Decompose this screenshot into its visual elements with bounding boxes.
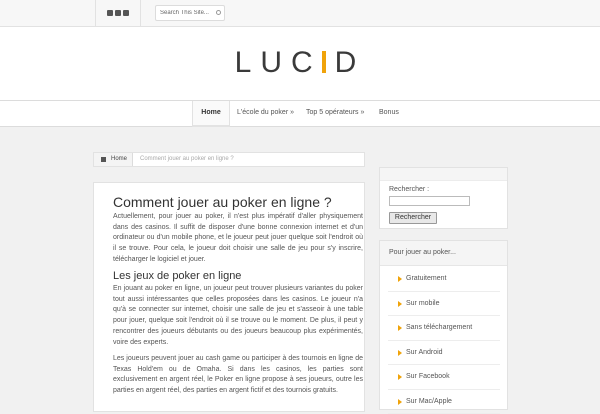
top-bar	[0, 0, 600, 27]
arrow-right-icon	[398, 301, 402, 307]
logo-accent-bar	[322, 51, 326, 73]
main-nav	[0, 101, 600, 127]
twitter-icon[interactable]	[107, 10, 113, 16]
article-paragraph: En jouant au poker en ligne, un joueur peut trouver plusieurs variantes du poker tout aussi intéressantes que celles proposées dans les casinos. Le joueur n'a qu'à se connecter sur internet, choisir une salle de jeu et s'asseoir à une table pour jouer, quelque soit l'endroit où il se trouve ou le moment. De plus, il peut y rencontrer des joueurs débutants ou des joueurs beaucoup plus expérimentés, voire des experts.	[113, 284, 363, 348]
arrow-right-icon	[398, 399, 402, 405]
sidebar-link-label: Sur Facebook	[406, 373, 450, 380]
nav-home[interactable]: Home	[192, 101, 230, 127]
sidebar-link[interactable]	[388, 390, 500, 414]
article-title: Comment jouer au poker en ligne ?	[113, 194, 332, 210]
sidebar-link-label: Sur Mac/Apple	[406, 398, 452, 405]
article-subtitle: Les jeux de poker en ligne	[113, 270, 241, 282]
sidebar-link[interactable]	[388, 316, 500, 341]
arrow-right-icon	[398, 325, 402, 331]
nav-ecole-du-poker[interactable]: L'école du poker »	[237, 101, 294, 127]
sidebar-link[interactable]	[388, 341, 500, 366]
sidebar-search-button[interactable]: Rechercher	[389, 212, 437, 224]
arrow-right-icon	[398, 374, 402, 380]
article-paragraph: Actuellement, pour jouer au poker, il n'est plus impératif d'aller physiquement dans des casinos. Il suffit de disposer d'une bonne connexion internet et d'un ordinateur ou d'un mobile phone, et le joueur peut jouer quelque soit l'endroit où il se trouve. Pour cela, le joueur doit choisir une salle de jeu pour s'y inscrire, télécharger le logiciel et jouer.	[113, 212, 363, 266]
breadcrumb	[93, 152, 365, 167]
sidebar-search-widget	[379, 167, 508, 229]
sidebar-link-label: Sans téléchargement	[406, 324, 472, 331]
sidebar-links-widget	[379, 240, 508, 410]
nav-top-5-operateurs[interactable]: Top 5 opérateurs »	[306, 101, 364, 127]
widget-header	[380, 168, 507, 181]
sidebar-search-input[interactable]	[389, 196, 470, 206]
top-search-input[interactable]	[160, 8, 214, 18]
article-paragraph: Les joueurs peuvent jouer au cash game ou participer à des tournois en ligne de Texas Hold'em ou de Omaha. Si dans les casinos, les parties sont exclusivement en argent réel, le Poker en ligne propose à ses joueurs, outre les parties en argent réel, des parties en argent fictif et des tournois gratuits.	[113, 354, 363, 397]
breadcrumb-current: Comment jouer au poker en ligne ?	[140, 156, 234, 162]
nav-bonus[interactable]: Bonus	[379, 101, 399, 127]
sidebar-link-label: Gratuitement	[406, 275, 446, 282]
sidebar-search-label: Rechercher :	[389, 186, 429, 193]
facebook-icon[interactable]	[123, 10, 129, 16]
arrow-right-icon	[398, 350, 402, 356]
social-links	[95, 0, 141, 26]
article	[93, 182, 365, 412]
arrow-right-icon	[398, 276, 402, 282]
sidebar-link-label: Sur Android	[406, 349, 443, 356]
rss-icon[interactable]	[115, 10, 121, 16]
sidebar-link[interactable]	[388, 292, 500, 317]
breadcrumb-home-label: Home	[111, 156, 127, 162]
site-header	[0, 27, 600, 101]
site-logo[interactable]: LUC D	[0, 46, 600, 80]
sidebar-link-label: Sur mobile	[406, 300, 439, 307]
home-icon	[101, 157, 106, 162]
search-icon[interactable]	[216, 10, 221, 15]
widget-title: Pour jouer au poker...	[380, 241, 507, 266]
sidebar-link-list	[388, 267, 500, 414]
sidebar-link[interactable]	[388, 267, 500, 292]
sidebar-link[interactable]	[388, 365, 500, 390]
top-search	[155, 5, 225, 21]
breadcrumb-home[interactable]	[94, 153, 133, 166]
